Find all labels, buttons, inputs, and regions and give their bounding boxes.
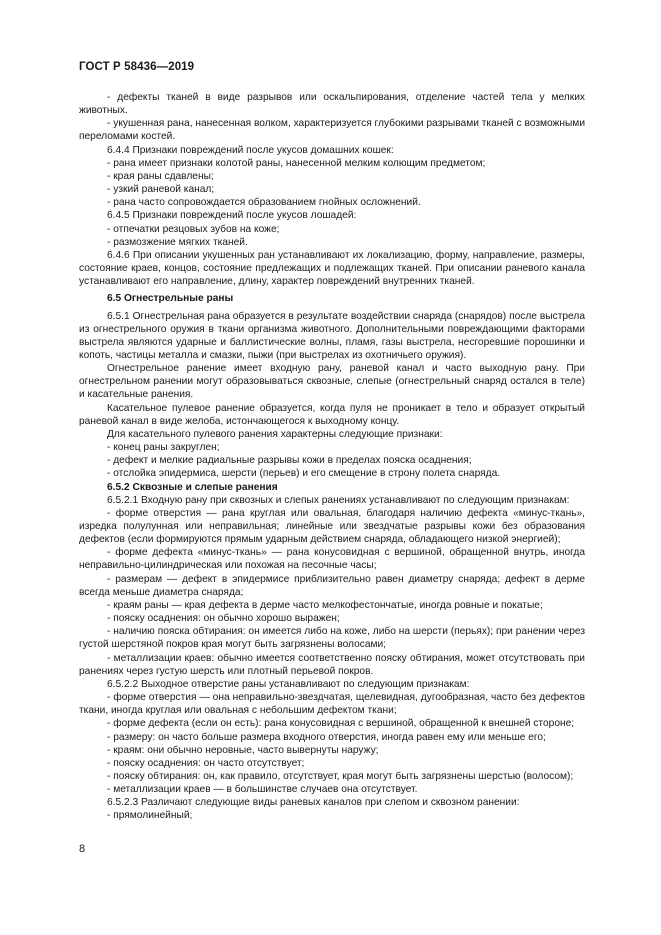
document-body (79, 91, 585, 823)
paragraph: - металлизации краев — в большинстве случаев она отсутствует. (107, 784, 418, 796)
page-number: 8 (79, 843, 86, 855)
paragraph: Касательное пулевое ранение образуется, когда пуля не проникает в тело и образует открытый раневой канал в виде желоба, истончающегося к выходному концу. (79, 402, 585, 427)
paragraph: 6.4.5 Признаки повреждений после укусов лошадей: (107, 210, 357, 222)
paragraph: - краям раны — края дефекта в дерме часто мелкофестончатые, иногда ровные и покатые; (107, 599, 543, 611)
section-heading: 6.5 Огнестрельные раны (107, 293, 234, 305)
paragraph: - дефект и мелкие радиальные разрывы кожи в пределах пояска осаднения; (107, 455, 472, 467)
paragraph: Для касательного пулевого ранения характерны следующие признаки: (107, 428, 443, 440)
paragraph: - размозжение мягких тканей. (107, 236, 248, 248)
paragraph: 6.5.2.2 Выходное отверстие раны устанавливают по следующим признакам: (107, 678, 470, 690)
paragraph: - рана имеет признаки колотой раны, нанесенной мелким колющим предметом; (107, 157, 486, 169)
paragraph: - укушенная рана, нанесенная волком, характеризуется глубокими разрывами тканей с возможными переломами костей. (79, 118, 586, 143)
paragraph: - наличию пояска обтирания: он имеется либо на коже, либо на шерсти (перьях); при ранении через густой шерстяной покров края могут быть загрязнены волосами; (79, 626, 585, 651)
paragraph: - края раны сдавлены; (107, 170, 214, 182)
paragraph: 6.5.1 Огнестрельная рана образуется в результате воздействии снаряда (снарядов) после выстрела из огнестрельного оружия в ткани организма животного. Дополнительными повреждающими факторами выстрела являются ударные и баллистические волны, пламя, газы выстрела, несгоревшие порошинки и копоть, частицы металла и смазки, пыжи (при выстрелах из охотничьего оружия). (79, 310, 585, 361)
paragraph: - размерам — дефект в эпидермисе приблизительно равен диаметру снаряда; дефект в дерме всегда меньше диаметра снаряда; (79, 573, 585, 598)
paragraph: - форме дефекта (если он есть): рана конусовидная с вершиной, обращенной к внешней стороне; (107, 718, 575, 730)
paragraph: 6.4.4 Признаки повреждений после укусов домашних кошек: (107, 144, 394, 156)
paragraph: - рана часто сопровождается образованием гнойных осложнений. (107, 197, 421, 209)
paragraph: - металлизации краев: обычно имеется соответственно пояску обтирания, может отсутствовать при ранениях через густую шерсть или плотный перьевой покров. (79, 652, 585, 677)
paragraph: 6.5.2.3 Различают следующие виды раневых каналов при слепом и сквозном ранении: (107, 797, 520, 809)
paragraph: - конец раны закруглен; (107, 442, 220, 454)
paragraph: - пояску осаднения: он обычно хорошо выражен; (107, 613, 340, 625)
paragraph: Огнестрельное ранение имеет входную рану, раневой канал и часто выходную рану. При огнестрельном ранении могут образовываться сквозные, слепые (огнестрельный снаряд остался в теле) и касательные ранения. (79, 363, 585, 401)
paragraph: - узкий раневой канал; (107, 184, 215, 196)
paragraph: - дефекты тканей в виде разрывов или оскальпирования, отделение частей тела у мелких животных. (79, 92, 585, 117)
paragraph: - отслойка эпидермиса, шерсти (перьев) и его смещение в строну полета снаряда. (107, 468, 501, 480)
paragraph: - пояску осаднения: он часто отсутствует; (107, 757, 305, 769)
paragraph: - форме дефекта «минус-ткань» — рана конусовидная с вершиной, обращенной внутрь, иногда неправильно-цилиндрическая или похожая на песочные часы; (79, 547, 585, 572)
paragraph: - краям: они обычно неровные, часто вывернуты наружу; (107, 744, 379, 756)
subsection-heading: 6.5.2 Сквозные и слепые ранения (107, 481, 278, 493)
paragraph: 6.5.2.1 Входную рану при сквозных и слепых ранениях устанавливают по следующим признакам: (107, 494, 570, 506)
paragraph: - форме отверстия — рана круглая или овальная, благодаря наличию дефекта «минус-ткань», изредка полулунная или неправильная; линейные или звездчатые разрывы кожи без образования дефектов (если формируются прямым ударным действием снаряда, обладающего низкой энергией); (79, 507, 585, 546)
paragraph: 6.4.6 При описании укушенных ран устанавливают их локализацию, форму, направление, размеры, состояние краев, концов, состояние предлежащих и подлежащих тканей. При описании раневого канала устанавливают его направление, длину, характер повреждений внутренних тканей. (79, 249, 585, 288)
document-header: ГОСТ Р 58436—2019 (79, 61, 195, 73)
paragraph: - размеру: он часто больше размера входного отверстия, иногда равен ему или меньше его; (107, 731, 546, 743)
paragraph: - форме отверстия — она неправильно-звездчатая, щелевидная, дугообразная, часто без дефектов ткани, иногда круглая или овальная с небольшим дефектом ткани; (79, 692, 585, 717)
paragraph: - прямолинейный; (107, 810, 193, 822)
paragraph: - отпечатки резцовых зубов на коже; (107, 223, 280, 235)
paragraph: - пояску обтирания: он, как правило, отсутствует, края могут быть загрязнены шерстью (волосом); (107, 770, 574, 782)
